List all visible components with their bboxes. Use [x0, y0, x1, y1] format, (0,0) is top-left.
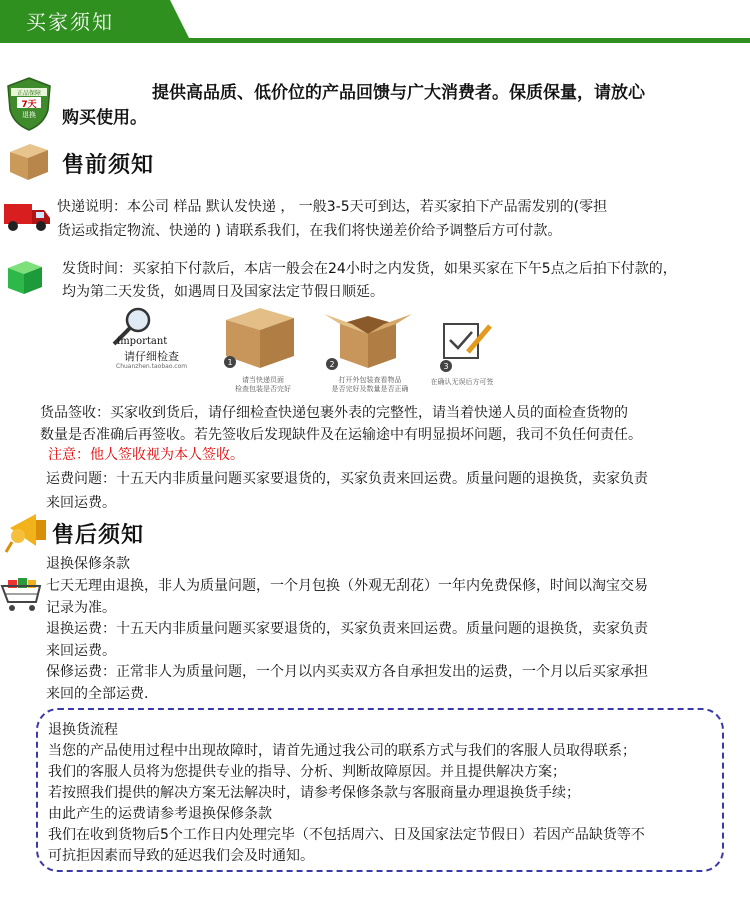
page-title: 买家须知 [26, 10, 114, 34]
important-word: important [117, 336, 168, 347]
policy-line-1: 七天无理由退换，非人为质量问题，一个月包换（外观无刮花）一年内免费保修，时间以淘宝交易 [46, 578, 648, 594]
important-source: Chuanzhen.taobao.com [116, 363, 188, 370]
signing-notice: 注意：他人签收视为本人签收。 [48, 447, 244, 463]
process-line-4: 由此产生的运费请参考退换保修条款 [48, 806, 272, 822]
repair-freight-line-1: 保修运费：正常非人为质量问题，一个月以内买卖双方各自承担发出的运费，一个月以后买家承担 [46, 664, 648, 680]
package-box-icon [6, 140, 52, 186]
process-title: 退换货流程 [48, 722, 118, 738]
step-2-caption: 打开外包装查看物品 是否完好及数量是否正确 [331, 376, 409, 393]
shipping-line-1: 发货时间：买家拍下付款后，本店一般会在24小时之内发货，如果买家在下午5点之后拍下付款的， [62, 261, 677, 277]
process-line-1: 当您的产品使用过程中出现故障时，请首先通过我公司的联系方式与我们的客服人员取得联系； [48, 743, 636, 759]
intro-line-2: 购买使用。 [62, 108, 147, 128]
signing-line-1: 货品签收：买家收到货后，请仔细检查快递包裹外表的完整性，请当着快递人员的面检查货物的 [40, 405, 628, 421]
important-cn: 请仔细检查 [124, 350, 179, 363]
process-line-6: 可抗拒因素而导致的延迟我们会及时通知。 [48, 848, 314, 864]
step-1-caption: 请当快递员面 检查包装是否完好 [235, 376, 291, 393]
step-2-open-box-icon [320, 302, 416, 376]
badge-label: 正品保障 [16, 90, 41, 97]
freight-line-2: 来回运费。 [46, 495, 116, 511]
exchange-freight-line-2: 来回运费。 [46, 643, 116, 659]
policy-line-2: 记录为准。 [46, 600, 116, 616]
aftersale-title: 售后须知 [52, 523, 145, 548]
freight-line-1: 运费问题：十五天内非质量问题买家要退货的，买家负责来回运费。质量问题的退换货，卖家负责 [46, 471, 648, 487]
header-divider [0, 38, 750, 43]
svg-text:2: 2 [329, 360, 335, 369]
presale-title: 售前须知 [62, 153, 155, 178]
process-line-5: 我们在收到货物后5个工作日内处理完毕（不包括周六、日及国家法定节假日）若因产品缺货等不 [48, 827, 645, 843]
policy-title: 退换保修条款 [46, 556, 130, 572]
exchange-freight-line-1: 退换运费：十五天内非质量问题买家要退货的，买家负责来回运费。质量问题的退换货，卖家负责 [46, 621, 648, 637]
delivery-truck-icon [0, 196, 52, 240]
delivery-line-2: 货运或指定物流、快递的 ) 请联系我们，在我们将快递差价给予调整后方可付款。 [57, 223, 562, 239]
process-line-3: 若按照我们提供的解决方案无法解决时，请参考保修条款与客服商量办理退换货手续； [48, 785, 580, 801]
badge-sub: 退换 [22, 111, 36, 119]
repair-freight-line-2: 来回的全部运费. [46, 686, 149, 702]
process-line-2: 我们的客服人员将为您提供专业的指导、分析、判断故障原因。并且提供解决方案； [48, 764, 566, 780]
delivery-line-1: 快递说明：本公司 样品 默认发快递 ， 一般3-5天可到达，若买家拍下产品需发别的(零担 [57, 199, 608, 215]
badge-days: 7天 [21, 100, 37, 110]
svg-text:3: 3 [443, 362, 449, 371]
shopping-cart-icon [0, 574, 44, 620]
signing-line-2: 数量是否准确后再签收。若先签收后发现缺件及在运输途中有明显损坏问题，我司不负任何责任。 [40, 427, 642, 443]
step-3-caption: 在确认无误后方可签 [430, 378, 494, 386]
intro-line-1: 提供高品质、低价位的产品回馈与广大消费者。保质保量，请放心 [152, 83, 645, 103]
quality-shield-icon [6, 76, 52, 132]
svg-text:1: 1 [227, 358, 233, 367]
step-1-box-icon [220, 302, 300, 376]
step-3-sign-icon [438, 318, 498, 378]
megaphone-mascot-icon [2, 506, 52, 560]
shipping-line-2: 均为第二天发货，如遇周日及国家法定节假日顺延。 [62, 284, 384, 300]
green-cube-icon [4, 258, 46, 300]
